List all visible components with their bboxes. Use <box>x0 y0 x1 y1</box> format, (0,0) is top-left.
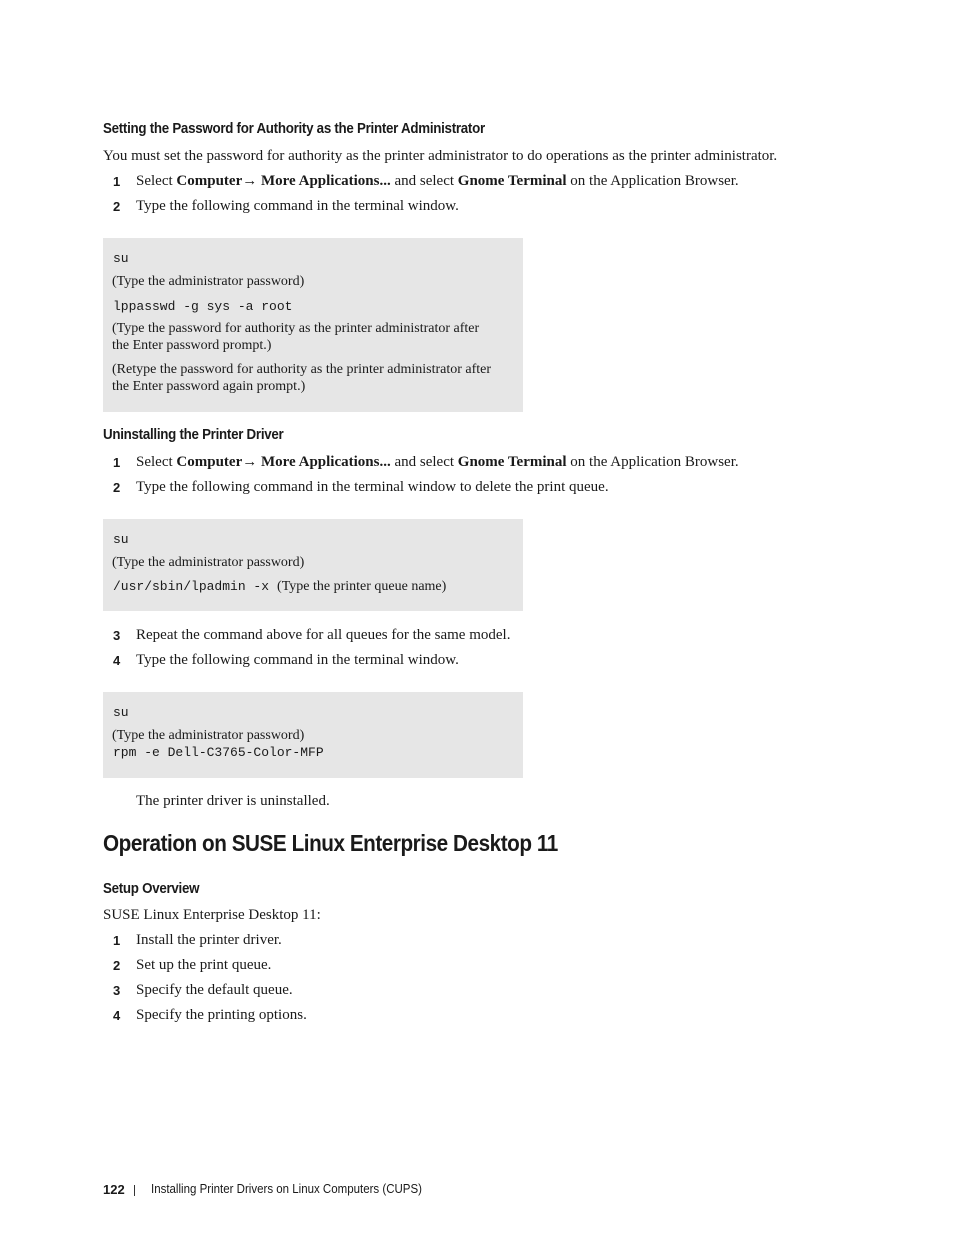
step-number: 1 <box>113 933 121 948</box>
code-note: the Enter password prompt.) <box>112 338 272 353</box>
code-line: su <box>113 705 129 720</box>
code-line: rpm -e Dell-C3765-Color-MFP <box>113 745 324 760</box>
step-text: Specify the default queue. <box>136 982 293 998</box>
step-number: 1 <box>113 174 121 189</box>
step-number: 2 <box>113 480 121 495</box>
code-note: (Type the administrator password) <box>112 728 305 743</box>
chapter-title: Operation on SUSE Linux Enterprise Desktop 11 <box>103 830 558 856</box>
step-text: Type the following command in the terminal window. <box>136 198 459 214</box>
step-text: Specify the printing options. <box>136 1007 307 1023</box>
code-note: (Type the password for authority as the printer administrator after <box>112 321 480 336</box>
code-block <box>103 692 523 778</box>
section-heading-password: Setting the Password for Authority as the Printer Administrator <box>103 121 485 137</box>
step-number: 3 <box>113 983 121 998</box>
code-line: /usr/sbin/lpadmin -x (Type the printer queue name) <box>113 579 447 594</box>
page-number: 122 <box>103 1182 125 1197</box>
code-note: the Enter password again prompt.) <box>112 379 306 394</box>
step-text: Install the printer driver. <box>136 932 282 948</box>
step-number: 3 <box>113 628 121 643</box>
step-number: 2 <box>113 199 121 214</box>
step-text: Type the following command in the terminal window to delete the print queue. <box>136 479 609 495</box>
code-note: (Type the administrator password) <box>112 274 305 289</box>
step-number: 4 <box>113 653 121 668</box>
section-heading-setup: Setup Overview <box>103 881 200 897</box>
code-line: su <box>113 251 129 266</box>
step-text: Select Computer→ More Applications... and select Gnome Terminal on the Application Browser. <box>136 173 739 189</box>
paragraph-intro: SUSE Linux Enterprise Desktop 11: <box>103 907 321 923</box>
result-text: The printer driver is uninstalled. <box>136 793 330 809</box>
step-number: 2 <box>113 958 121 973</box>
section-heading-uninstall: Uninstalling the Printer Driver <box>103 427 284 443</box>
footer-separator <box>134 1185 135 1196</box>
footer-title: Installing Printer Drivers on Linux Computers (CUPS) <box>151 1182 422 1196</box>
step-number: 4 <box>113 1008 121 1023</box>
step-text: Repeat the command above for all queues for the same model. <box>136 627 511 643</box>
code-note: (Retype the password for authority as the printer administrator after <box>112 362 492 377</box>
code-line: su <box>113 532 129 547</box>
step-number: 1 <box>113 455 121 470</box>
step-text: Type the following command in the terminal window. <box>136 652 459 668</box>
step-text: Select Computer→ More Applications... and select Gnome Terminal on the Application Browser. <box>136 454 739 470</box>
code-note: (Type the administrator password) <box>112 555 305 570</box>
code-line: lppasswd -g sys -a root <box>113 299 293 314</box>
code-block <box>103 519 523 611</box>
step-text: Set up the print queue. <box>136 957 272 973</box>
code-block <box>103 238 523 412</box>
paragraph-intro: You must set the password for authority as the printer administrator to do operations as the printer administrator. <box>103 148 778 164</box>
